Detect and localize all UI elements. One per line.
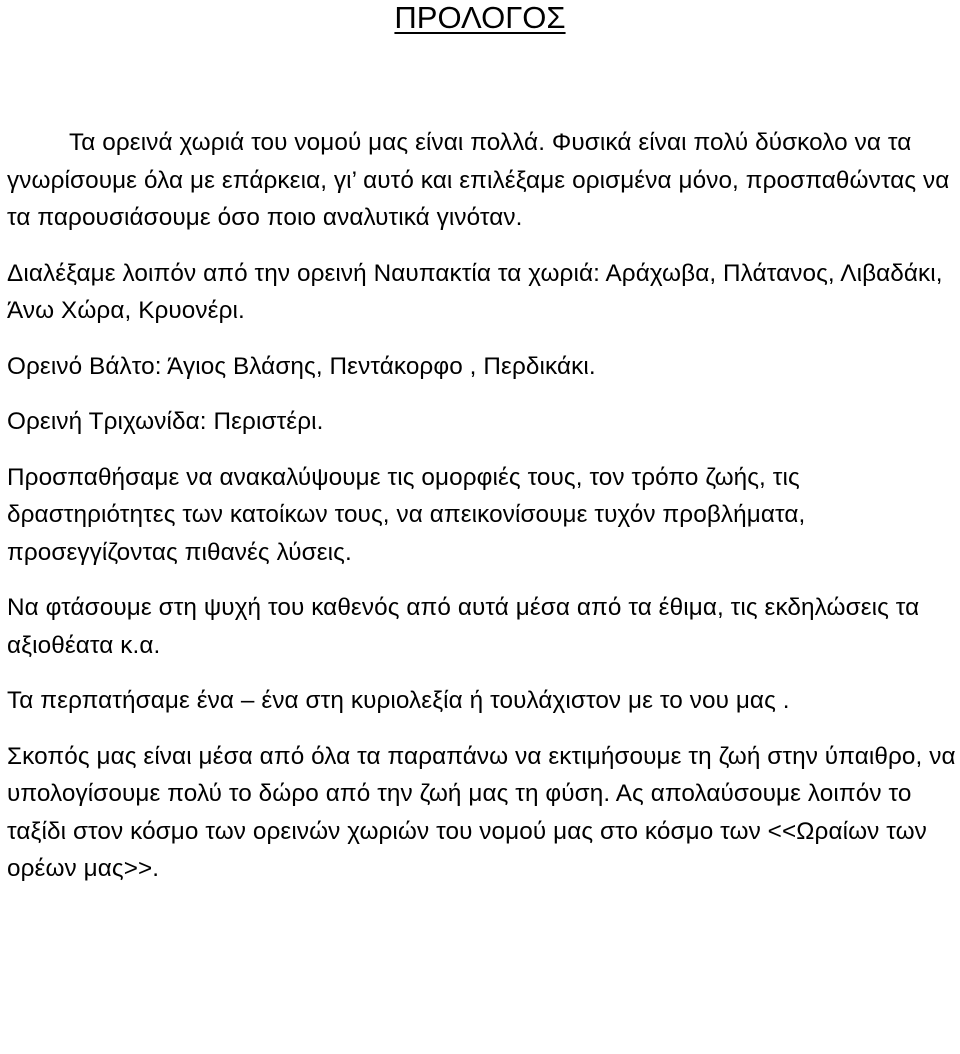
paragraph-walked: Τα περπατήσαμε ένα – ένα στη κυριολεξία ή τουλάχιστον με το νου μας . <box>7 687 790 714</box>
paragraph-soul: Να φτάσουμε στη ψυχή του καθενός από αυτά μέσα από τα έθιμα, τις εκδηλώσεις τα αξιοθέατα κ.α. <box>7 594 920 659</box>
paragraph-intro: Τα ορεινά χωριά του νομού μας είναι πολλά. Φυσικά είναι πολύ δύσκολο να τα γνωρίσουμε όλα με επάρκεια, γι’ αυτό και επιλέξαμε ορισμένα μόνο, προσπαθώντας να τα παρουσιάσουμε όσο ποιο αναλυτικά γινόταν. <box>7 129 950 231</box>
paragraph-purpose: Σκοπός μας είναι μέσα από όλα τα παραπάνω να εκτιμήσουμε τη ζωή στην ύπαιθρο, να υπολογίσουμε πολύ το δώρο από την ζωή μας τη φύση. Ας απολαύσουμε λοιπόν το ταξίδι στον κόσμο των ορεινών χωριών του νομού μας στο κόσμο των <<Ωραίων των ορέων μας>>. <box>7 742 956 882</box>
document-body <box>7 124 959 906</box>
page-title: ΠΡΟΛΟΓΟΣ <box>394 0 566 35</box>
paragraph-nafpaktia: Διαλέξαμε λοιπόν από την ορεινή Ναυπακτία τα χωριά: Αράχωβα, Πλάτανος, Λιβαδάκι, Άνω Χώρα, Κρυονέρι. <box>7 259 943 324</box>
paragraph-trichonida: Ορεινή Τριχωνίδα: Περιστέρι. <box>7 408 324 435</box>
paragraph-beauties: Προσπαθήσαμε να ανακαλύψουμε τις ομορφιές τους, τον τρόπο ζωής, τις δραστηριότητες των κατοίκων τους, να απεικονίσουμε τυχόν προβλήματα, προσεγγίζοντας πιθανές λύσεις. <box>7 463 806 566</box>
paragraph-valtos: Ορεινό Βάλτο: Άγιος Βλάσης, Πεντάκορφο , Περδικάκι. <box>7 352 596 380</box>
